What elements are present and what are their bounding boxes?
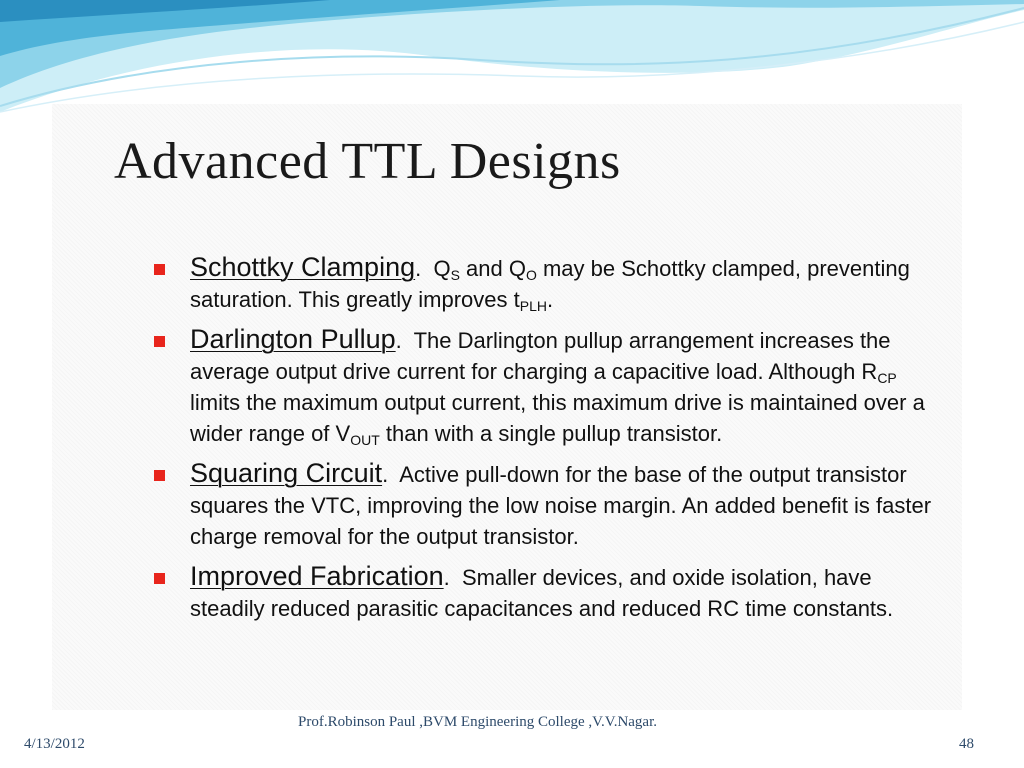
bullet-item — [152, 458, 952, 552]
bullet-marker-icon — [154, 264, 165, 275]
bullet-marker-icon — [154, 336, 165, 347]
subscript-text: OUT — [350, 432, 380, 448]
footer-date: 4/13/2012 — [24, 736, 85, 752]
bullet-heading: Schottky Clamping — [190, 252, 416, 282]
subscript-text: S — [450, 267, 460, 283]
bullet-list — [152, 252, 952, 633]
slide-title: Advanced TTL Designs — [114, 133, 621, 190]
bullet-body-text: . — [546, 287, 554, 312]
bullet-body-text: Smaller devices, and oxide isolation, have steadily reduced parasitic capacitances and reduced RC time constants. — [190, 565, 894, 621]
subscript-text: PLH — [519, 298, 547, 314]
subscript-text: CP — [877, 370, 897, 386]
footer-page-number: 48 — [959, 736, 974, 752]
bullet-body-text: than with a single pullup transistor. — [379, 421, 723, 446]
bullet-text — [190, 324, 925, 448]
bullet-item — [152, 252, 952, 315]
bullet-heading: Darlington Pullup — [190, 324, 396, 354]
bullet-heading: Squaring Circuit — [190, 458, 383, 488]
subscript-text: O — [525, 267, 537, 283]
bullet-body-text: The Darlington pullup arrangement increases the average output drive current for charging a capacitive load. Although R — [190, 328, 891, 384]
bullet-heading: Improved Fabrication — [190, 561, 444, 591]
bullet-heading-punct: . — [415, 256, 434, 281]
bullet-heading-punct: . — [382, 462, 400, 487]
bullet-heading-punct: . — [443, 565, 462, 590]
bullet-body-text: Q — [433, 256, 451, 281]
bullet-text — [190, 458, 932, 549]
bullet-text — [190, 561, 894, 621]
bullet-body-text: may be Schottky clamped, preventing saturation. This greatly improves t — [190, 256, 910, 312]
bullet-body-text: Active pull-down for the base of the output transistor squares the VTC, improving the low noise margin. An added benefit is faster charge removal for the output transistor. — [190, 462, 932, 549]
bullet-marker-icon — [154, 470, 165, 481]
bullet-item — [152, 324, 952, 449]
footer-author: Prof.Robinson Paul ,BVM Engineering College ,V.V.Nagar. — [298, 714, 658, 730]
bullet-marker-icon — [154, 573, 165, 584]
bullet-item — [152, 561, 952, 624]
bullet-text — [190, 252, 910, 314]
bullet-heading-punct: . — [395, 328, 414, 353]
bullet-body-text: and Q — [459, 256, 526, 281]
bullet-body-text: limits the maximum output current, this maximum drive is maintained over a wider range of V — [190, 390, 925, 446]
